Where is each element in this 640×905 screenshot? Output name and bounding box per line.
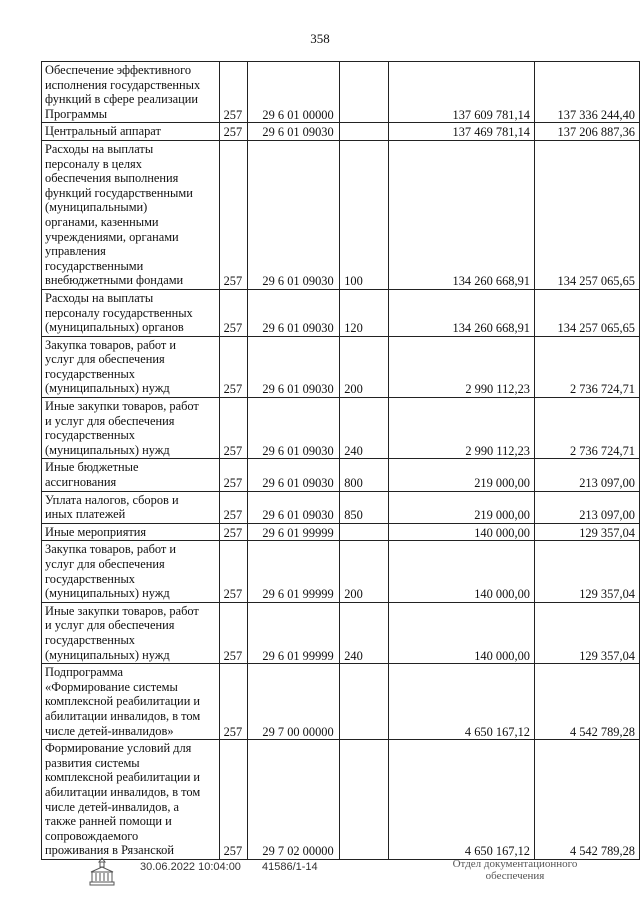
row-amount-planned: 137 469 781,14 (389, 123, 535, 141)
row-amount-planned: 2 990 112,23 (389, 398, 535, 459)
row-name (42, 336, 220, 397)
row-expense-type: 200 (340, 541, 389, 602)
row-name-line: государственных (45, 366, 136, 381)
row-name-line: иных платежей (45, 507, 126, 522)
row-name (42, 140, 220, 289)
row-name-line: Иные бюджетные (45, 460, 139, 475)
row-expense-type (340, 123, 389, 141)
row-target-article: 29 6 01 09030 (248, 289, 340, 336)
row-expense-type (340, 664, 389, 740)
table-row (42, 541, 640, 602)
row-name-line: проживания в Рязанской (45, 843, 174, 858)
row-name-line: Иные мероприятия (45, 524, 147, 539)
row-name-line: услуг для обеспечения (45, 352, 165, 367)
row-amount-planned: 134 260 668,91 (389, 140, 535, 289)
row-name-line: комплексной реабилитации и (45, 694, 201, 709)
row-amount-planned: 219 000,00 (389, 459, 535, 491)
row-name-line: Центральный аппарат (45, 124, 161, 139)
row-name-line: развития системы (45, 755, 140, 770)
row-name-line: абилитации инвалидов, в том (45, 708, 201, 723)
row-expense-type: 800 (340, 459, 389, 491)
row-name-line: Обеспечение эффективного (45, 63, 192, 77)
row-amount-executed: 129 357,04 (534, 523, 639, 541)
row-name-line: Расходы на выплаты (45, 290, 154, 305)
row-amount-planned: 2 990 112,23 (389, 336, 535, 397)
row-target-article: 29 7 02 00000 (248, 740, 340, 860)
row-name-line: государственными (45, 258, 144, 273)
footer-datetime: 30.06.2022 10:04:00 (140, 861, 241, 873)
row-amount-planned: 137 609 781,14 (389, 62, 535, 123)
row-name-line: (муниципальных) нужд (45, 442, 170, 457)
row-name-line: персоналу государственных (45, 305, 193, 320)
row-name (42, 541, 220, 602)
table-row (42, 336, 640, 397)
row-amount-planned: 140 000,00 (389, 541, 535, 602)
row-expense-type (340, 523, 389, 541)
row-amount-planned: 4 650 167,12 (389, 664, 535, 740)
row-amount-executed: 2 736 724,71 (534, 398, 639, 459)
row-name-line: числе детей-инвалидов, а (45, 799, 180, 814)
row-name (42, 123, 220, 141)
row-name-line: государственных (45, 632, 136, 647)
row-glav-code: 257 (219, 62, 248, 123)
row-name-line: ассигнования (45, 475, 117, 490)
row-name (42, 491, 220, 523)
row-amount-planned: 140 000,00 (389, 523, 535, 541)
row-glav-code: 257 (219, 541, 248, 602)
row-name-line: (муниципальными) (45, 200, 148, 215)
row-name (42, 523, 220, 541)
row-name-line: Иные закупки товаров, работ (45, 399, 199, 414)
row-target-article: 29 6 01 09030 (248, 459, 340, 491)
row-name-line: абилитации инвалидов, в том (45, 784, 201, 799)
row-name-line: комплексной реабилитации и (45, 770, 201, 785)
row-target-article: 29 6 01 09030 (248, 398, 340, 459)
row-name-line: обеспечения выполнения (45, 171, 179, 186)
row-name-line: и услуг для обеспечения (45, 413, 175, 428)
row-amount-executed: 134 257 065,65 (534, 140, 639, 289)
row-name (42, 459, 220, 491)
row-name-line: Закупка товаров, работ и (45, 542, 177, 557)
row-amount-executed: 134 257 065,65 (534, 289, 639, 336)
row-glav-code: 257 (219, 664, 248, 740)
page-number: 358 (310, 31, 330, 46)
row-expense-type: 100 (340, 140, 389, 289)
row-name-line: внебюджетными фондами (45, 273, 184, 288)
row-target-article: 29 6 01 09030 (248, 336, 340, 397)
row-amount-executed: 137 206 887,36 (534, 123, 639, 141)
row-amount-executed: 129 357,04 (534, 541, 639, 602)
footer-doc-number: 41586/1-14 (262, 861, 318, 873)
row-target-article: 29 6 01 99999 (248, 602, 340, 663)
row-expense-type: 850 (340, 491, 389, 523)
row-name-line: «Формирование системы (45, 679, 178, 694)
row-name-line: Закупка товаров, работ и (45, 337, 177, 352)
row-target-article: 29 7 00 00000 (248, 664, 340, 740)
table-row (42, 140, 640, 289)
row-amount-planned: 134 260 668,91 (389, 289, 535, 336)
row-glav-code: 257 (219, 289, 248, 336)
table-row (42, 664, 640, 740)
row-name-line: государственных (45, 571, 136, 586)
row-name-line: Формирование условий для (45, 741, 192, 756)
row-glav-code: 257 (219, 398, 248, 459)
row-name-line: и услуг для обеспечения (45, 618, 175, 633)
row-name (42, 602, 220, 663)
row-name-line: органами, казенными (45, 214, 159, 229)
budget-table (41, 61, 640, 860)
row-name-line: исполнения государственных (45, 77, 201, 92)
row-target-article: 29 6 01 09030 (248, 491, 340, 523)
row-name-line: Иные закупки товаров, работ (45, 603, 199, 618)
row-expense-type (340, 740, 389, 860)
row-name-line: услуг для обеспечения (45, 557, 165, 571)
row-expense-type: 240 (340, 602, 389, 663)
row-name-line: Программы (45, 106, 108, 121)
row-expense-type: 240 (340, 398, 389, 459)
row-glav-code: 257 (219, 602, 248, 663)
row-target-article: 29 6 01 99999 (248, 541, 340, 602)
row-expense-type: 200 (340, 336, 389, 397)
row-name (42, 289, 220, 336)
row-target-article: 29 6 01 09030 (248, 123, 340, 141)
row-expense-type (340, 62, 389, 123)
row-name-line: сопровождаемого (45, 828, 139, 843)
row-amount-planned: 4 650 167,12 (389, 740, 535, 860)
table-row (42, 62, 640, 123)
table-row (42, 523, 640, 541)
row-amount-executed: 4 542 789,28 (534, 740, 639, 860)
row-amount-executed: 137 336 244,40 (534, 62, 639, 123)
table-row (42, 602, 640, 663)
row-glav-code: 257 (219, 123, 248, 141)
row-name-line: персоналу в целях (45, 156, 142, 171)
row-target-article: 29 6 01 00000 (248, 62, 340, 123)
row-amount-planned: 140 000,00 (389, 602, 535, 663)
table-row (42, 123, 640, 141)
building-logo-icon (88, 856, 116, 888)
row-name-line: Уплата налогов, сборов и (45, 492, 179, 507)
row-amount-executed: 4 542 789,28 (534, 664, 639, 740)
row-name-line: (муниципальных) органов (45, 320, 184, 335)
footer-department (430, 858, 600, 882)
row-name-line: (муниципальных) нужд (45, 586, 170, 601)
page-footer (0, 856, 640, 896)
table-row (42, 289, 640, 336)
table-row (42, 459, 640, 491)
row-amount-executed: 2 736 724,71 (534, 336, 639, 397)
row-target-article: 29 6 01 09030 (248, 140, 340, 289)
row-name-line: учреждениями, органами (45, 229, 179, 244)
row-amount-planned: 219 000,00 (389, 491, 535, 523)
row-glav-code: 257 (219, 140, 248, 289)
row-name-line: числе детей-инвалидов» (45, 723, 174, 738)
table-row (42, 740, 640, 860)
row-name-line: также ранней помощи и (45, 814, 172, 829)
row-name (42, 664, 220, 740)
row-amount-executed: 213 097,00 (534, 459, 639, 491)
row-name-line: Расходы на выплаты (45, 141, 154, 156)
row-glav-code: 257 (219, 523, 248, 541)
footer-department-line: Отдел документационного (452, 858, 578, 870)
row-glav-code: 257 (219, 740, 248, 860)
row-name (42, 62, 220, 123)
row-glav-code: 257 (219, 459, 248, 491)
row-glav-code: 257 (219, 491, 248, 523)
row-name-line: функций государственными (45, 185, 193, 200)
row-amount-executed: 213 097,00 (534, 491, 639, 523)
row-name-line: государственных (45, 428, 136, 443)
row-name-line: (муниципальных) нужд (45, 381, 170, 396)
row-name-line: функций в сфере реализации (45, 92, 199, 107)
table-row (42, 398, 640, 459)
row-name-line: (муниципальных) нужд (45, 647, 170, 662)
footer-department-line: обеспечения (485, 870, 545, 882)
row-amount-executed: 129 357,04 (534, 602, 639, 663)
row-glav-code: 257 (219, 336, 248, 397)
row-name (42, 398, 220, 459)
row-expense-type: 120 (340, 289, 389, 336)
table-row (42, 491, 640, 523)
row-target-article: 29 6 01 99999 (248, 523, 340, 541)
row-name (42, 740, 220, 860)
row-name-line: управления (45, 244, 106, 259)
row-name-line: Подпрограмма (45, 665, 123, 680)
